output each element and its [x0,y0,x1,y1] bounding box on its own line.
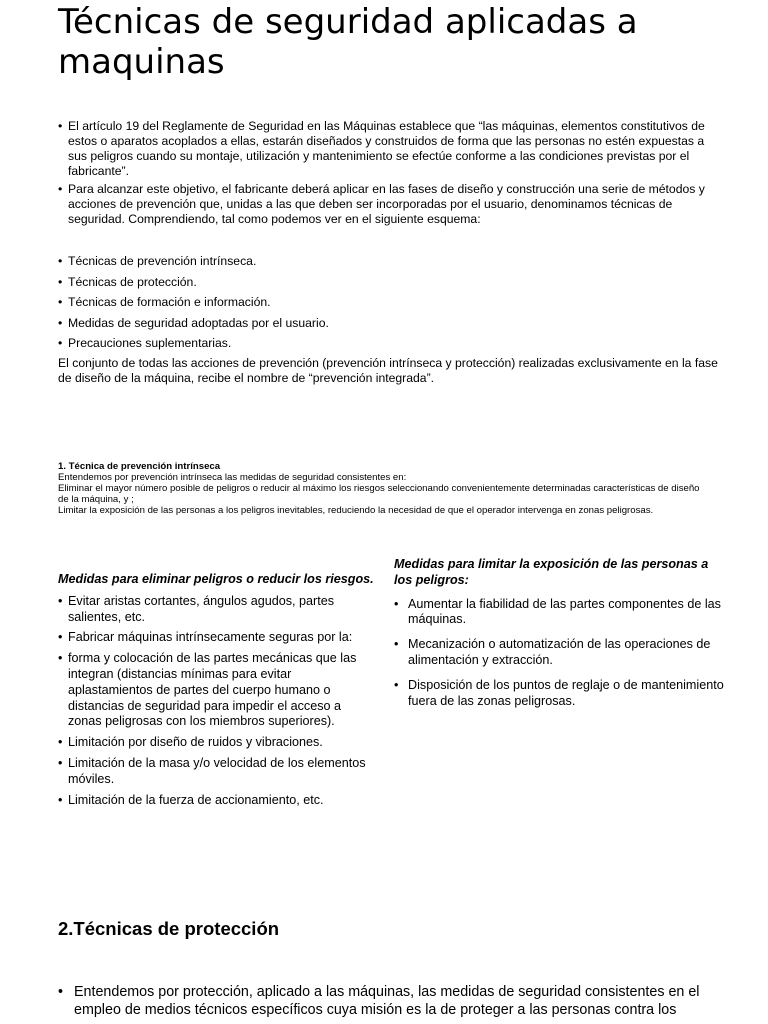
list-item [58,119,708,179]
section-2-heading: 2.Técnicas de protección [58,918,280,939]
list-item [394,678,724,710]
item-text: Técnicas de formación e información. [68,295,271,309]
section-1-heading: 1. Técnica de prevención intrínseca [58,461,221,472]
bullet: • [58,735,63,750]
bullet: • [58,336,63,350]
bullet: • [58,755,63,770]
item-text: Limitación de la masa y/o velocidad de los elementos móviles. [68,755,366,786]
item-text: Técnicas de protección. [68,274,197,289]
bullet: • [58,119,63,133]
item-text: Técnicas de prevención intrínseca. [68,254,257,268]
item-text: Fabricar máquinas intrínsecamente seguras por la: [68,630,353,645]
techniques-list [58,254,708,357]
bullet: • [58,315,63,330]
section-1-line: Limitar la exposición de las personas a los peligros inevitables, reduciendo la necesidad de que el operador intervenga en zonas peligrosas. [58,505,654,516]
list-item [58,594,378,626]
item-text: Disposición de los puntos de reglaje o de mantenimiento fuera de las zonas peligrosas. [408,677,724,708]
item-text: Precauciones suplementarias. [68,336,232,350]
section-1-line: Entendemos por prevención intrínseca las medidas de seguridad consistentes en: [58,472,407,483]
list-item [58,254,708,269]
list-item [58,793,378,809]
list-item [394,597,724,629]
item-text: Aumentar la fiabilidad de las partes componentes de las máquinas. [408,596,721,627]
list-item [58,295,708,310]
section-1-line: Eliminar el mayor número posible de peligros o reducir al máximo los riesgos seleccionando convenientemente determinadas características de diseño de la máquina, y ; [58,483,700,505]
list-item [58,630,378,646]
column-heading: Medidas para eliminar peligros o reducir los riesgos. [58,572,374,586]
item-text: Para alcanzar este objetivo, el fabricante deberá aplicar en las fases de diseño y construcción una serie de métodos y acciones de prevención que, unidas a las que deben ser incorporadas por el usuario, denominamos técnicas de seguridad. Comprendiendo, tal como podemos ver en el siguiente esquema: [68,182,705,226]
bullet: • [394,637,399,652]
item-text: forma y colocación de las partes mecánicas que las integran (distancias mínimas para evitar aplastamientos de partes del cuerpo humano o distancias de seguridad para impedir el acceso a zonas peligrosas con los miembros superiores). [68,651,357,729]
measures-list [58,594,378,809]
bullet: • [58,593,63,608]
integrated-prevention-paragraph: El conjunto de todas las acciones de prevención (prevención intrínseca y protección) realizadas exclusivamente en la fase de diseño de la máquina, recibe el nombre de “prevención integrada”. [58,356,718,385]
bullet: • [58,254,63,268]
list-item [58,275,708,290]
list-item [58,756,378,788]
section-1 [58,461,708,516]
list-item [58,182,708,227]
bullet: • [58,274,63,289]
list-item [58,735,378,751]
list-item [394,637,724,669]
bullet: • [58,792,63,807]
bullet: • [394,677,399,692]
eliminate-hazards-column [58,572,378,813]
item-text: Limitación de la fuerza de accionamiento, etc. [68,792,324,807]
list-item [58,651,378,730]
page-title: Técnicas de seguridad aplicadas a maquinas [58,2,638,82]
protection-list [58,984,718,1019]
item-text: El artículo 19 del Reglamente de Seguridad en las Máquinas establece que “las máquinas, elementos constitutivos de estos o aparatos acoplados a ellas, estarán diseñados y construidos de forma que las personas no estén expuestas a sus peligros cuando su montaje, utilización y mantenimiento se efectúe conforme a las condiciones previstas por el fabricante”. [68,119,705,178]
limit-exposure-column [394,557,724,718]
bullet: • [58,295,63,309]
column-heading: Medidas para limitar la exposición de las personas a los peligros: [394,557,709,587]
bullet: • [58,651,63,666]
item-text: Medidas de seguridad adoptadas por el usuario. [68,315,329,330]
bullet: • [58,182,63,196]
bullet: • [394,596,399,611]
item-text: Entendemos por protección, aplicado a las máquinas, las medidas de seguridad consistentes en el empleo de medios técnicos específicos cuya misión es la de proteger a las personas contra los [74,984,700,1018]
list-item [58,336,708,351]
bullet: • [58,630,63,645]
item-text: Limitación por diseño de ruidos y vibraciones. [68,735,323,750]
measures-list [394,597,724,710]
bullet: • [58,984,64,1000]
intro-list [58,119,708,230]
item-text: Evitar aristas cortantes, ángulos agudos, partes salientes, etc. [68,593,335,624]
item-text: Mecanización o automatización de las operaciones de alimentación y extracción. [408,637,711,667]
list-item [58,316,708,331]
list-item [58,984,718,1019]
